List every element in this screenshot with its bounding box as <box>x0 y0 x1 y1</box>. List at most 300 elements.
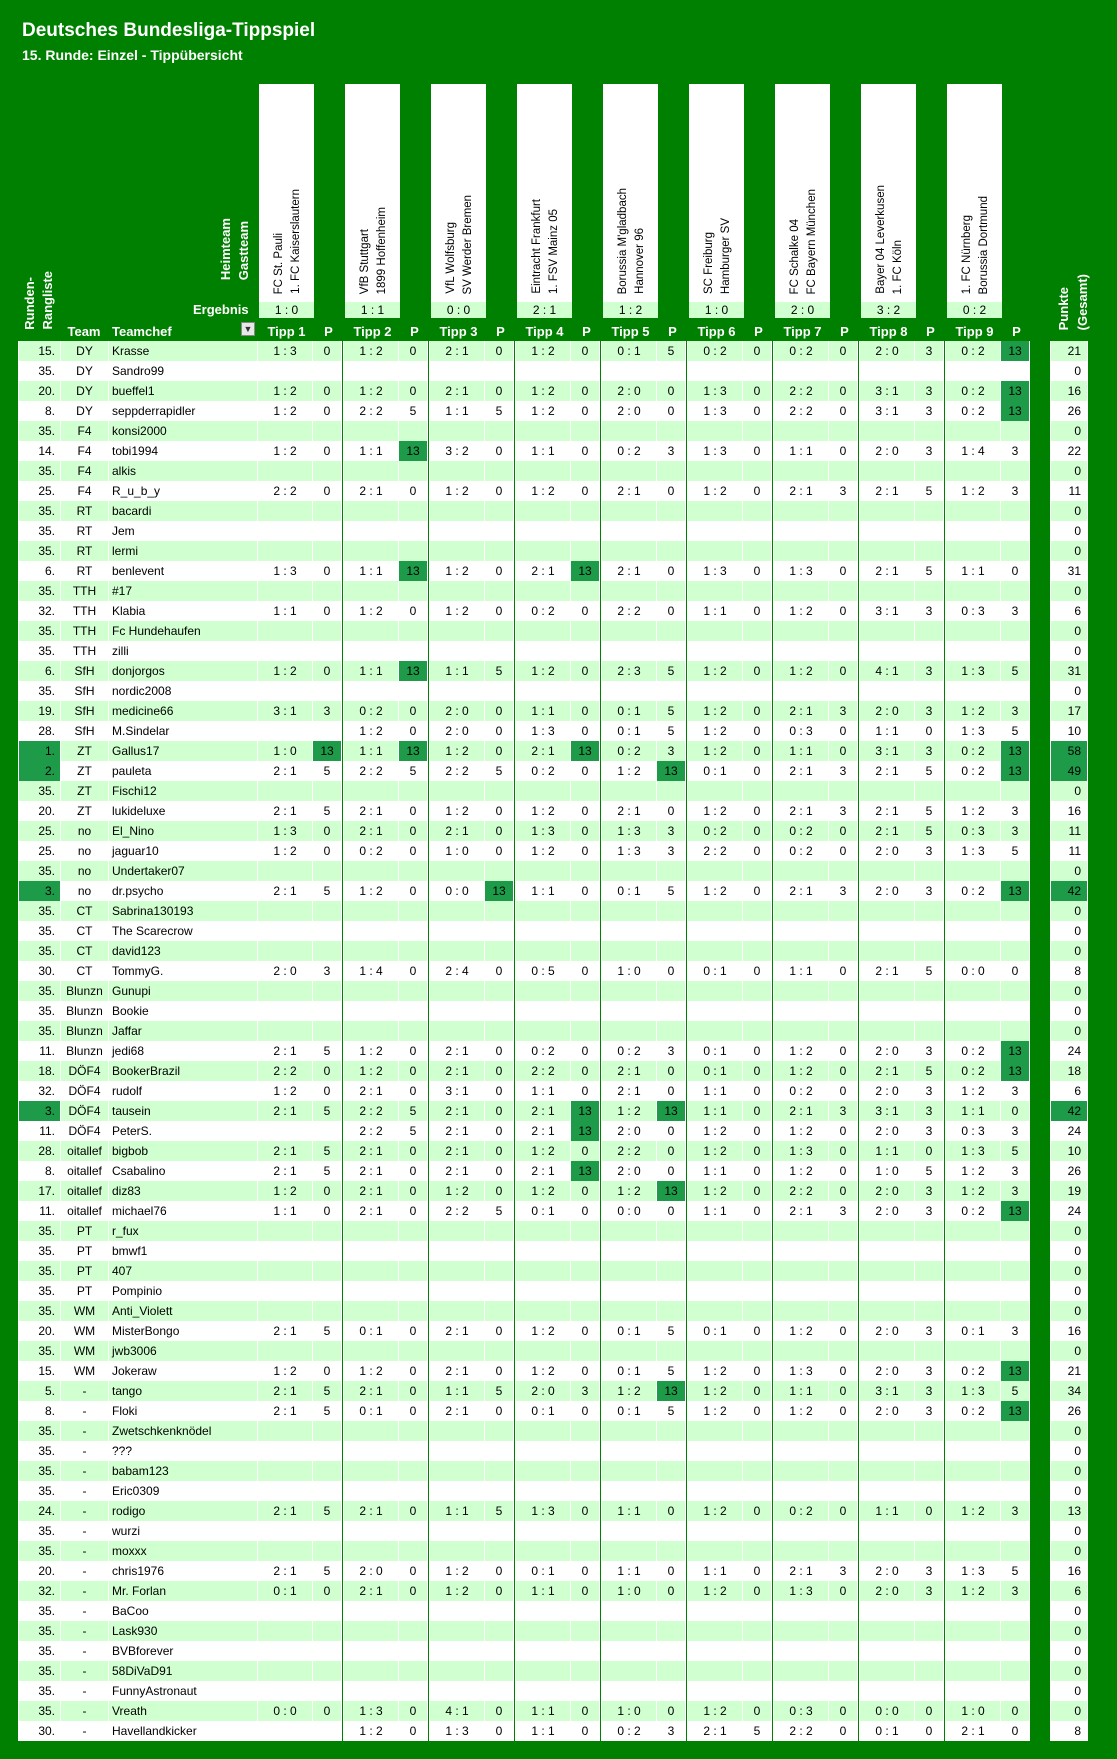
tip-points-cell <box>915 1481 944 1501</box>
table-row <box>19 981 1088 1001</box>
tip-cell <box>516 641 571 661</box>
tip-cell: 1 : 2 <box>430 741 485 761</box>
tip-points-cell: 0 <box>829 1161 858 1181</box>
tip-points-cell: 0 <box>485 561 514 581</box>
tip-cell: 1 : 2 <box>430 481 485 501</box>
tip-cell <box>516 501 571 521</box>
tip-points-cell: 0 <box>571 1561 600 1581</box>
tip-cell: 1 : 3 <box>688 401 743 421</box>
teamchef-cell: jedi68 <box>109 1041 258 1061</box>
tip-points-cell <box>1001 581 1030 601</box>
tip-cell: 1 : 2 <box>774 1061 829 1081</box>
tip-points-cell: 3 <box>915 701 944 721</box>
tip-points-cell <box>743 1001 772 1021</box>
tip-points-cell: 0 <box>829 741 858 761</box>
teamchef-cell: Mr. Forlan <box>109 1581 258 1601</box>
tip-cell: 1 : 2 <box>688 661 743 681</box>
tip-points-cell <box>829 501 858 521</box>
tip-points-cell <box>829 1681 858 1701</box>
total-points-cell: 8 <box>1051 1721 1088 1741</box>
tip-cell <box>946 1681 1001 1701</box>
tip-cell <box>946 1441 1001 1461</box>
table-row <box>19 1421 1088 1441</box>
tip-points-cell: 0 <box>915 1701 944 1721</box>
tip-points-cell <box>313 501 342 521</box>
tip-cell: 2 : 0 <box>430 701 485 721</box>
tip-points-cell: 0 <box>399 1061 428 1081</box>
tip-cell: 1 : 2 <box>946 481 1001 501</box>
teamchef-cell: nordic2008 <box>109 681 258 701</box>
tip-points-cell: 3 <box>915 1201 944 1221</box>
page-subtitle: 15. Runde: Einzel - Tippübersicht <box>22 47 243 63</box>
total-points-cell: 49 <box>1051 761 1088 781</box>
tip-cell <box>860 1661 915 1681</box>
dropdown-filter-icon[interactable]: ▼ <box>241 322 255 336</box>
tip-cell <box>430 541 485 561</box>
home-team-name: SC Freiburg <box>703 232 715 294</box>
table-row <box>19 901 1088 921</box>
tip-cell: 2 : 2 <box>344 1121 399 1141</box>
tip-cell: 1 : 3 <box>774 561 829 581</box>
tip-points-cell <box>571 1301 600 1321</box>
tip-points-cell: 0 <box>399 821 428 841</box>
tip-points-cell: 0 <box>571 1701 600 1721</box>
tip-points-cell: 0 <box>571 821 600 841</box>
tip-points-cell <box>399 1301 428 1321</box>
tip-points-cell <box>829 681 858 701</box>
tip-cell: 1 : 4 <box>344 961 399 981</box>
tip-points-cell <box>571 501 600 521</box>
tip-cell <box>688 1001 743 1021</box>
tip-cell: 1 : 2 <box>258 1361 313 1381</box>
tip-cell: 2 : 1 <box>860 1061 915 1081</box>
tip-points-cell <box>657 461 686 481</box>
rank-cell: 35. <box>19 981 61 1001</box>
tip-cell <box>258 1621 313 1641</box>
total-points-cell: 0 <box>1051 981 1088 1001</box>
tip-points-cell <box>571 1461 600 1481</box>
tip-cell: 1 : 2 <box>516 661 571 681</box>
tip-points-cell <box>1001 1441 1030 1461</box>
tip-cell <box>946 501 1001 521</box>
tip-cell <box>602 501 657 521</box>
tip-cell: 2 : 1 <box>344 801 399 821</box>
tip-points-cell <box>313 1721 342 1741</box>
tip-points-cell: 0 <box>743 1181 772 1201</box>
tip-cell <box>602 1241 657 1261</box>
tip-cell <box>258 1301 313 1321</box>
tip-cell <box>258 521 313 541</box>
tip-cell <box>774 1421 829 1441</box>
tip-cell <box>344 1481 399 1501</box>
total-points-cell: 0 <box>1051 1481 1088 1501</box>
tip-cell: 0 : 1 <box>516 1401 571 1421</box>
tip-cell <box>688 1441 743 1461</box>
tip-cell: 1 : 3 <box>946 841 1001 861</box>
tip-cell: 2 : 1 <box>258 1501 313 1521</box>
tip-points-cell: 0 <box>399 1081 428 1101</box>
tip-cell: 1 : 2 <box>946 801 1001 821</box>
tip-points-cell <box>313 541 342 561</box>
tip-cell <box>946 1481 1001 1501</box>
tip-cell: 1 : 2 <box>516 341 571 361</box>
tip-cell: 2 : 1 <box>516 1161 571 1181</box>
tip-points-cell <box>829 1421 858 1441</box>
tip-cell: 0 : 3 <box>774 1701 829 1721</box>
tip-cell: 1 : 2 <box>344 341 399 361</box>
tip-cell: 1 : 1 <box>516 1701 571 1721</box>
table-row <box>19 561 1088 581</box>
tip-points-cell <box>313 621 342 641</box>
tip-points-cell: 0 <box>1001 1721 1030 1741</box>
tip-cell: 1 : 2 <box>516 401 571 421</box>
tip-points-cell <box>743 461 772 481</box>
tip-points-cell: 0 <box>571 701 600 721</box>
tip-cell <box>258 1241 313 1261</box>
tip-cell <box>774 981 829 1001</box>
tip-cell: 0 : 0 <box>602 1201 657 1221</box>
tip-cell: 2 : 1 <box>344 1141 399 1161</box>
rank-cell: 35. <box>19 1661 61 1681</box>
tip-cell <box>860 641 915 661</box>
tip-cell: 2 : 1 <box>258 1101 313 1121</box>
home-team-name: FC St. Pauli <box>273 232 285 294</box>
rank-cell: 20. <box>19 1561 61 1581</box>
tip-cell <box>258 1461 313 1481</box>
tipp-column-header-3: Tipp 3 <box>439 324 478 339</box>
tip-cell: 1 : 2 <box>688 1501 743 1521</box>
tip-cell <box>602 941 657 961</box>
tip-cell: 0 : 1 <box>602 1321 657 1341</box>
teamchef-cell: Fischi12 <box>109 781 258 801</box>
tip-cell: 2 : 0 <box>602 1121 657 1141</box>
tip-cell: 1 : 3 <box>602 821 657 841</box>
tip-points-cell: 13 <box>657 1181 686 1201</box>
tip-points-cell: 0 <box>485 1161 514 1181</box>
team-cell: PT <box>61 1281 109 1301</box>
tip-points-cell <box>399 921 428 941</box>
tip-cell: 2 : 0 <box>860 1181 915 1201</box>
tip-points-cell <box>571 1001 600 1021</box>
tip-cell: 1 : 3 <box>516 1501 571 1521</box>
tip-points-cell: 0 <box>743 561 772 581</box>
tip-points-cell <box>1001 361 1030 381</box>
teamchef-cell: michael76 <box>109 1201 258 1221</box>
tip-points-cell <box>313 1521 342 1541</box>
column-gap <box>1030 1141 1051 1161</box>
tip-points-cell: 0 <box>399 801 428 821</box>
tip-cell <box>774 1021 829 1041</box>
tip-points-cell <box>1001 421 1030 441</box>
tip-points-cell <box>399 1441 428 1461</box>
tip-points-cell: 0 <box>829 841 858 861</box>
ergebnis-label: Ergebnis <box>193 302 249 317</box>
column-gap <box>1030 1681 1051 1701</box>
tip-points-cell: 0 <box>743 721 772 741</box>
team-cell: PT <box>61 1241 109 1261</box>
table-row <box>19 1561 1088 1581</box>
match-result: 2 : 0 <box>775 302 830 318</box>
tip-points-cell: 5 <box>1001 841 1030 861</box>
tip-cell <box>430 461 485 481</box>
total-points-cell: 6 <box>1051 601 1088 621</box>
rank-cell: 35. <box>19 1221 61 1241</box>
tip-points-cell: 3 <box>1001 601 1030 621</box>
tip-cell: 2 : 4 <box>430 961 485 981</box>
tip-cell: 0 : 2 <box>946 1401 1001 1421</box>
tip-points-cell: 0 <box>743 1361 772 1381</box>
tip-points-cell <box>313 1301 342 1321</box>
team-cell: - <box>61 1461 109 1481</box>
column-gap <box>1030 1181 1051 1201</box>
total-points-cell: 10 <box>1051 721 1088 741</box>
total-points-cell: 0 <box>1051 921 1088 941</box>
tip-cell: 1 : 3 <box>688 441 743 461</box>
tip-cell: 0 : 2 <box>946 881 1001 901</box>
tip-cell: 1 : 3 <box>946 1381 1001 1401</box>
tip-cell <box>516 941 571 961</box>
tip-points-cell <box>399 1641 428 1661</box>
total-points-cell: 0 <box>1051 901 1088 921</box>
match-result: 0 : 2 <box>947 302 1002 318</box>
tip-cell: 2 : 1 <box>860 561 915 581</box>
tip-points-cell <box>915 781 944 801</box>
table-row <box>19 1721 1088 1741</box>
column-gap <box>1030 1521 1051 1541</box>
team-cell: TTH <box>61 601 109 621</box>
team-cell: TTH <box>61 621 109 641</box>
tip-cell <box>774 521 829 541</box>
team-cell: CT <box>61 941 109 961</box>
tip-cell <box>516 1241 571 1261</box>
column-gap <box>1030 1581 1051 1601</box>
tip-points-cell <box>829 1661 858 1681</box>
tip-points-cell <box>1001 1681 1030 1701</box>
team-cell: oitallef <box>61 1201 109 1221</box>
tip-cell <box>602 921 657 941</box>
heimteam-label: Heimteam <box>218 217 233 280</box>
tip-points-cell: 5 <box>485 1381 514 1401</box>
gastteam-label: Gastteam <box>236 220 251 280</box>
tip-cell <box>688 1281 743 1301</box>
home-team-name: VfL Wolfsburg <box>445 222 457 294</box>
tip-points-cell <box>485 621 514 641</box>
teamchef-cell: Jokeraw <box>109 1361 258 1381</box>
tip-points-cell <box>915 1681 944 1701</box>
total-points-cell: 10 <box>1051 1141 1088 1161</box>
tip-cell <box>860 1421 915 1441</box>
tip-cell <box>516 1481 571 1501</box>
total-points-cell: 0 <box>1051 421 1088 441</box>
tip-points-cell <box>915 541 944 561</box>
teamchef-cell: PeterS. <box>109 1121 258 1141</box>
tip-points-cell <box>399 1341 428 1361</box>
total-points-cell: 0 <box>1051 541 1088 561</box>
column-gap <box>1030 601 1051 621</box>
tip-points-cell: 0 <box>399 1501 428 1521</box>
tip-cell <box>430 861 485 881</box>
tip-cell <box>516 581 571 601</box>
tip-points-cell <box>399 1541 428 1561</box>
tip-points-cell: 0 <box>571 661 600 681</box>
rank-cell: 35. <box>19 1241 61 1261</box>
tipp-column-header-1: Tipp 1 <box>267 324 306 339</box>
tip-points-cell <box>743 1661 772 1681</box>
tip-points-cell <box>313 861 342 881</box>
tip-points-cell: 0 <box>743 1561 772 1581</box>
tip-cell <box>688 1481 743 1501</box>
table-row <box>19 1441 1088 1461</box>
tip-points-cell <box>743 1621 772 1641</box>
column-gap <box>1030 561 1051 581</box>
tip-cell <box>344 1341 399 1361</box>
team-cell: oitallef <box>61 1161 109 1181</box>
rank-cell: 28. <box>19 721 61 741</box>
tip-cell <box>774 1681 829 1701</box>
tip-cell: 1 : 1 <box>774 961 829 981</box>
tip-cell <box>258 981 313 1001</box>
tip-points-cell <box>829 1481 858 1501</box>
tip-cell: 2 : 0 <box>258 961 313 981</box>
total-points-cell: 24 <box>1051 1121 1088 1141</box>
tip-points-cell: 5 <box>313 1381 342 1401</box>
tip-points-cell: 3 <box>915 1381 944 1401</box>
tip-points-cell <box>743 1241 772 1261</box>
column-gap <box>1030 781 1051 801</box>
tip-cell <box>688 541 743 561</box>
team-cell: - <box>61 1401 109 1421</box>
tip-points-cell <box>399 1661 428 1681</box>
tip-cell <box>430 941 485 961</box>
tip-points-cell: 3 <box>915 441 944 461</box>
tip-points-cell: 0 <box>829 1361 858 1381</box>
tip-cell <box>946 901 1001 921</box>
tip-points-cell: 0 <box>743 1401 772 1421</box>
teamchef-cell: ??? <box>109 1441 258 1461</box>
tip-points-cell: 5 <box>915 961 944 981</box>
tip-cell: 2 : 2 <box>774 381 829 401</box>
team-cell: - <box>61 1601 109 1621</box>
rank-cell: 5. <box>19 1381 61 1401</box>
tip-points-cell: 0 <box>485 841 514 861</box>
tip-cell <box>258 1281 313 1301</box>
total-points-cell: 31 <box>1051 661 1088 681</box>
tip-cell <box>602 1481 657 1501</box>
tip-points-cell <box>571 1681 600 1701</box>
tip-cell <box>516 921 571 941</box>
total-points-cell: 0 <box>1051 1241 1088 1261</box>
tip-cell: 1 : 2 <box>258 1081 313 1101</box>
tip-points-cell: 3 <box>915 401 944 421</box>
tip-points-cell <box>829 1441 858 1461</box>
tip-cell: 3 : 2 <box>430 441 485 461</box>
tip-cell: 4 : 1 <box>430 1701 485 1721</box>
away-team-name: SV Werder Bremen <box>462 194 474 294</box>
tip-cell: 1 : 2 <box>688 1141 743 1161</box>
tip-cell <box>516 1421 571 1441</box>
rank-cell: 15. <box>19 1361 61 1381</box>
tip-points-cell <box>313 981 342 1001</box>
tip-points-cell <box>915 361 944 381</box>
tip-cell: 0 : 5 <box>516 961 571 981</box>
tip-points-cell <box>1001 1461 1030 1481</box>
tip-points-cell: 5 <box>657 721 686 741</box>
tip-points-cell: 0 <box>485 821 514 841</box>
home-team-name: Eintracht Frankfurt <box>531 199 543 294</box>
tip-points-cell: 0 <box>657 1081 686 1101</box>
tip-cell: 2 : 1 <box>344 1201 399 1221</box>
column-gap <box>1030 1261 1051 1281</box>
team-cell: ZT <box>61 741 109 761</box>
team-cell: Blunzn <box>61 981 109 1001</box>
tip-cell: 2 : 1 <box>258 881 313 901</box>
tip-cell: 1 : 2 <box>688 881 743 901</box>
tip-cell <box>602 641 657 661</box>
tip-points-cell: 0 <box>313 1701 342 1721</box>
tip-points-cell <box>485 1021 514 1041</box>
tip-points-cell <box>399 461 428 481</box>
tip-points-cell <box>571 681 600 701</box>
tip-points-cell <box>313 1681 342 1701</box>
rank-header-line2: Rangliste <box>40 271 55 330</box>
tip-cell <box>344 1621 399 1641</box>
tip-cell <box>430 1241 485 1261</box>
tip-cell <box>516 541 571 561</box>
column-gap <box>1030 941 1051 961</box>
rank-cell: 32. <box>19 1581 61 1601</box>
tip-cell: 0 : 2 <box>946 341 1001 361</box>
tip-cell <box>860 361 915 381</box>
tip-cell <box>602 861 657 881</box>
total-points-cell: 6 <box>1051 1581 1088 1601</box>
match-result: 1 : 2 <box>603 302 658 318</box>
tip-points-cell <box>829 541 858 561</box>
tip-cell <box>860 781 915 801</box>
table-row <box>19 1101 1088 1121</box>
tip-cell <box>774 421 829 441</box>
tip-cell <box>516 461 571 481</box>
tip-cell <box>344 421 399 441</box>
tip-points-cell: 3 <box>1001 1121 1030 1141</box>
table-header-area <box>0 84 1117 340</box>
table-row <box>19 1701 1088 1721</box>
tip-points-cell <box>571 981 600 1001</box>
tip-points-cell <box>743 501 772 521</box>
tip-cell <box>344 1281 399 1301</box>
tip-points-cell: 3 <box>915 1181 944 1201</box>
tip-points-cell: 0 <box>399 1321 428 1341</box>
tip-cell <box>430 361 485 381</box>
tip-cell <box>774 581 829 601</box>
teamchef-cell: bueffel1 <box>109 381 258 401</box>
tip-cell <box>344 1461 399 1481</box>
table-row <box>19 1401 1088 1421</box>
tip-cell: 1 : 2 <box>774 1401 829 1421</box>
tip-points-cell: 13 <box>571 1101 600 1121</box>
tip-cell <box>860 1341 915 1361</box>
tip-points-cell <box>829 621 858 641</box>
tip-points-cell <box>1001 941 1030 961</box>
tip-cell <box>688 461 743 481</box>
tip-points-cell <box>399 361 428 381</box>
tip-points-cell <box>829 581 858 601</box>
tip-cell: 1 : 2 <box>688 701 743 721</box>
table-row <box>19 361 1088 381</box>
tip-cell: 0 : 2 <box>774 1081 829 1101</box>
team-cell: DÖF4 <box>61 1061 109 1081</box>
total-points-cell: 42 <box>1051 881 1088 901</box>
tip-cell: 2 : 0 <box>602 401 657 421</box>
